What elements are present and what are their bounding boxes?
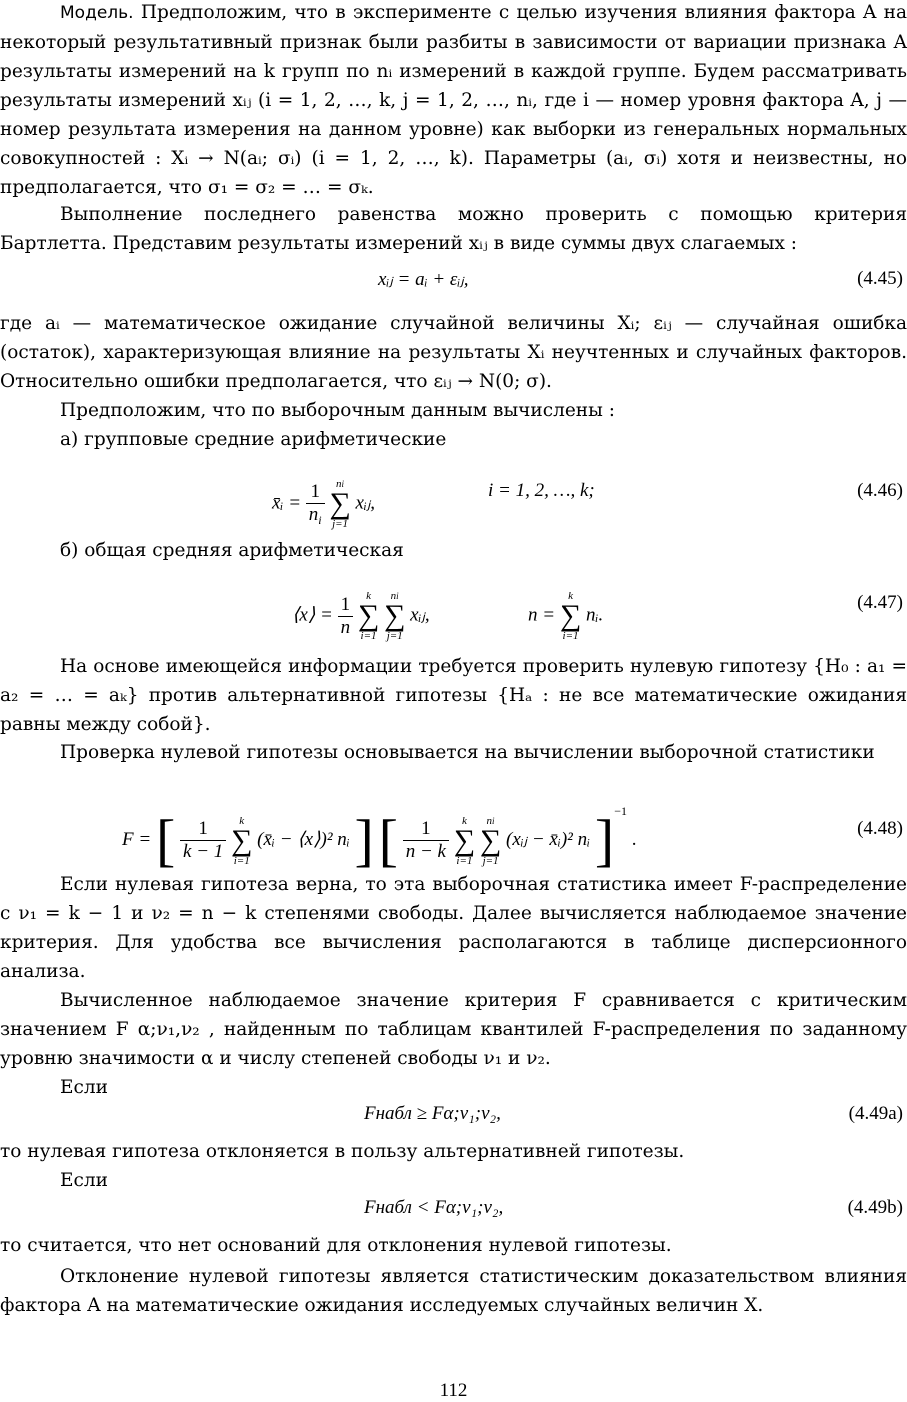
section-heading: Модель. [60,3,134,23]
equation-4-48: F = [ $\frac{1}{k - 1}$ k ∑ i=1 (x̄ᵢ − ⟨x⟩)² nᵢ ] [ $\frac{1}{n - k}$ k ∑ i=1 ni ∑ j=1 (xᵢⱼ − x̄ᵢ)² nᵢ ]$^{-1}$ . (4.48) [122,804,903,873]
paragraph-reject: то нулевая гипотеза отклоняется в пользу альтернативней гипотезы. [0,1141,685,1162]
paragraph-statistic: Проверка нулевой гипотезы основывается на вычислении выборочной статистики [60,742,875,763]
equation-4-46: x̄ᵢ = $\frac{1}{n_i}$ ni ∑ j=1 xᵢⱼ, i = 1, 2, …, k; (4.46) [272,478,903,530]
paragraph-computed: Предположим, что по выборочным данным вычислены : [60,400,615,421]
paragraph-bartlett: Выполнение последнего равенства можно проверить с помощью критерия Бартлетта. Представим результаты измерений xᵢⱼ в виде суммы двух слагаемых : [0,204,907,254]
equation-4-47: ⟨x⟩ = $\frac{1}{n}$ k ∑ i=1 ni ∑ j=1 xᵢⱼ, n = k ∑ i=1 nᵢ. (4.47) [292,590,903,642]
equation-4-49a: Fнабл ≥ Fα;ν₁;ν₂, (4.49a) [364,1103,903,1124]
paragraph-if-1: Если [60,1077,108,1098]
equation-4-49b: Fнабл < Fα;ν₁;ν₂, (4.49b) [364,1197,903,1218]
paragraph-f-distribution: Если нулевая гипотеза верна, то эта выборочная статистика имеет F-распределение с ν₁ = k − 1 и ν₂ = n − k степенями свободы. Далее вычисляется наблюдаемое значение критерия. Для удобства все вычисления располагаются в таблице дисперсионного анализа. [0,874,907,982]
paragraph-if-2: Если [60,1170,108,1191]
paragraph-model: Модель. Предположим, что в эксперименте с целью изучения влияния фактора A на некоторый результативный признак были разбиты в зависимости от вариации признака A результаты измерений на k групп по nᵢ измерений в каждой группе. Будем рассматривать результаты измерений xᵢⱼ (i = 1, 2, …, k, j = 1, 2, …, nᵢ, где i — номер уровня фактора A, j — номер результата измерения на данном уровне) как выборки из генеральных нормальных совокупностей : Xᵢ → N(aᵢ; σᵢ) (i = 1, 2, …, k). Параметры (aᵢ, σᵢ) хотя и неизвестны, но предполагается, что σ₁ = σ₂ = … = σₖ. [0,2,907,198]
item-b: б) общая средняя арифметическая [60,540,404,561]
paragraph-conclusion: Отклонение нулевой гипотезы является статистическим доказательством влияния фактора A на математические ожидания исследуемых случайных величин X. [0,1266,907,1316]
paragraph-accept: то считается, что нет оснований для отклонения нулевой гипотезы. [0,1235,672,1256]
page-number: 112 [439,1380,468,1401]
paragraph-hypothesis: На основе имеющейся информации требуется проверить нулевую гипотезу {H₀ : a₁ = a₂ = … = aₖ} против альтернативной гипотезы {Hₐ : не все математические ожидания равны между собой}. [0,656,907,735]
sum-symbol: ni ∑ j=1 [329,478,351,530]
equation-4-45: xᵢⱼ = aᵢ + εᵢⱼ, (4.45) [378,268,903,290]
item-a: а) групповые средние арифметические [60,429,447,450]
paragraph-error: где aᵢ — математическое ожидание случайной величины Xᵢ; εᵢⱼ — случайная ошибка (остаток), характеризующая влияние на результаты Xᵢ неучтенных и случайных факторов. Относительно ошибки предполагается, что εᵢⱼ → N(0; σ). [0,313,907,392]
paragraph-critical: Вычисленное наблюдаемое значение критерия F сравнивается с критическим значением F α;ν₁,ν₂ , найденным по таблицам квантилей F-распределения по заданному уровню значимости α и числу степеней свободы ν₁ и ν₂. [0,990,907,1069]
fraction: $\frac{1}{n_i}$ [306,481,325,528]
